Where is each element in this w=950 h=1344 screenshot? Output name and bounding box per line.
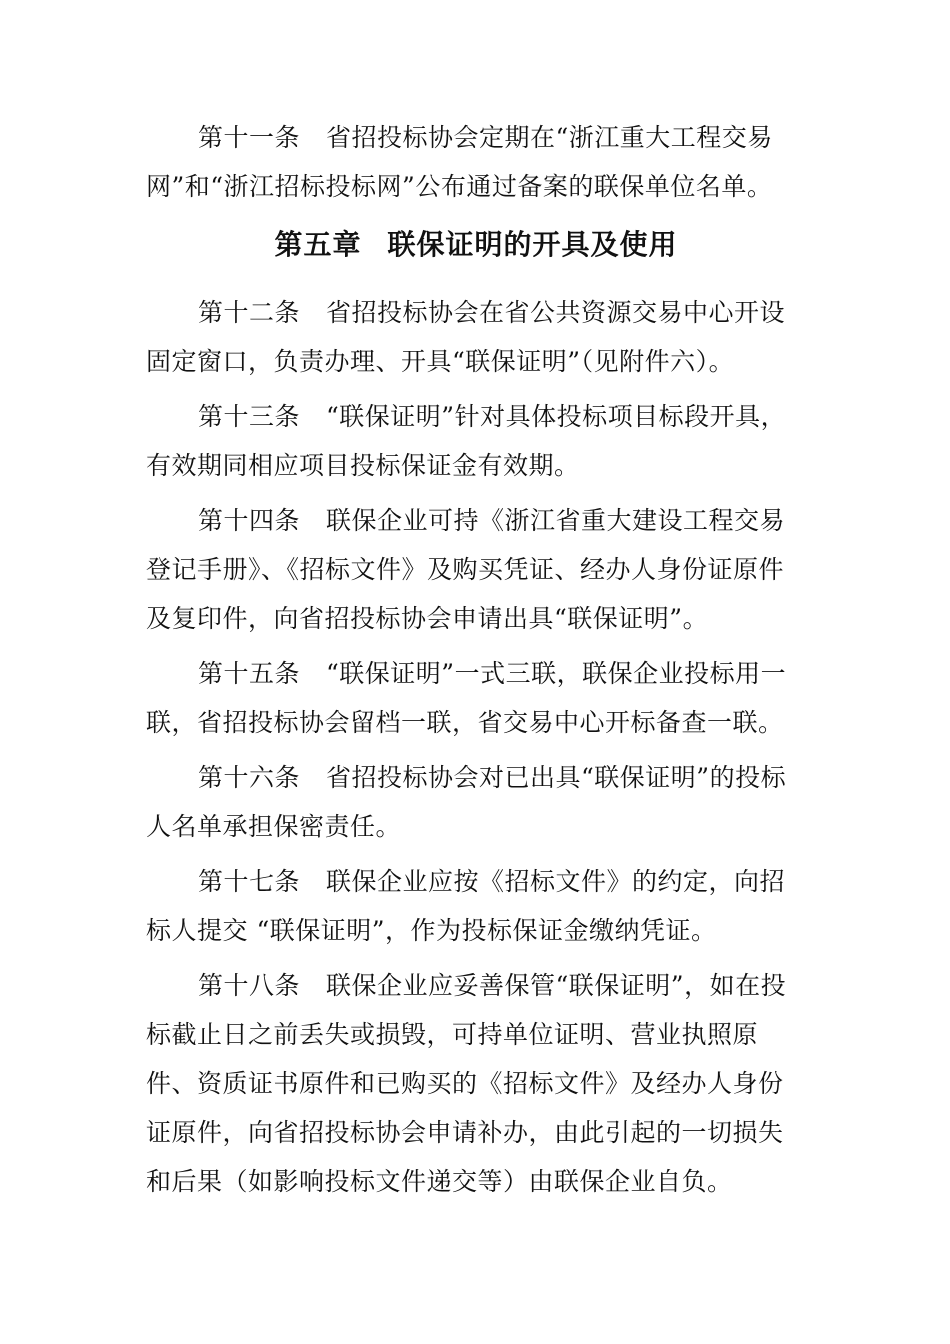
document-page (146, 113, 806, 1206)
article-11 (146, 113, 806, 211)
article-13 (146, 392, 806, 490)
article-text: “联保证明”一式三联，联保企业投标用一联，省招投标协会留档一联，省交易中心开标备查一联。 (146, 659, 787, 737)
article-text: 联保企业应妥善保管“联保证明”，如在投标截止日之前丢失或损毁，可持单位证明、营业执照原件、资质证书原件和已购买的《招标文件》及经办人身份证原件，向省招投标协会申请补办，由此引起的一切损失和后果（如影响投标文件递交等）由联保企业自负。 (146, 971, 787, 1196)
article-text: “联保证明”针对具体投标项目标段开具，有效期同相应项目投标保证金有效期。 (146, 402, 787, 480)
article-12 (146, 288, 806, 386)
article-number: 第十六条 (198, 763, 301, 792)
article-number: 第十二条 (198, 298, 301, 327)
article-text: 联保企业可持《浙江省重大建设工程交易登记手册》、《招标文件》及购买凭证、经办人身份证原件及复印件，向省招投标协会申请出具“联保证明”。 (146, 506, 786, 633)
article-18 (146, 961, 806, 1206)
chapter-title: 联保证明的开具及使用 (387, 228, 678, 261)
article-text: 省招投标协会定期在“浙江重大工程交易网”和“浙江招标投标网”公布通过备案的联保单位名单。 (146, 123, 773, 201)
article-text: 省招投标协会对已出具“联保证明”的投标人名单承担保密责任。 (146, 763, 787, 841)
article-number: 第十八条 (198, 971, 301, 1000)
article-number: 第十四条 (198, 506, 301, 535)
article-14 (146, 496, 806, 643)
chapter-number: 第五章 (274, 228, 362, 261)
article-number: 第十一条 (198, 123, 301, 152)
article-number: 第十五条 (198, 659, 301, 688)
article-17 (146, 857, 806, 955)
article-15 (146, 649, 806, 747)
article-text: 联保企业应按《招标文件》的约定，向招标人提交 “联保证明”，作为投标保证金缴纳凭证。 (146, 867, 786, 945)
article-text: 省招投标协会在省公共资源交易中心开设固定窗口，负责办理、开具“联保证明”（见附件六）。 (146, 298, 786, 376)
chapter-heading (146, 211, 806, 288)
article-number: 第十七条 (198, 867, 301, 896)
article-number: 第十三条 (198, 402, 301, 431)
article-16 (146, 753, 806, 851)
